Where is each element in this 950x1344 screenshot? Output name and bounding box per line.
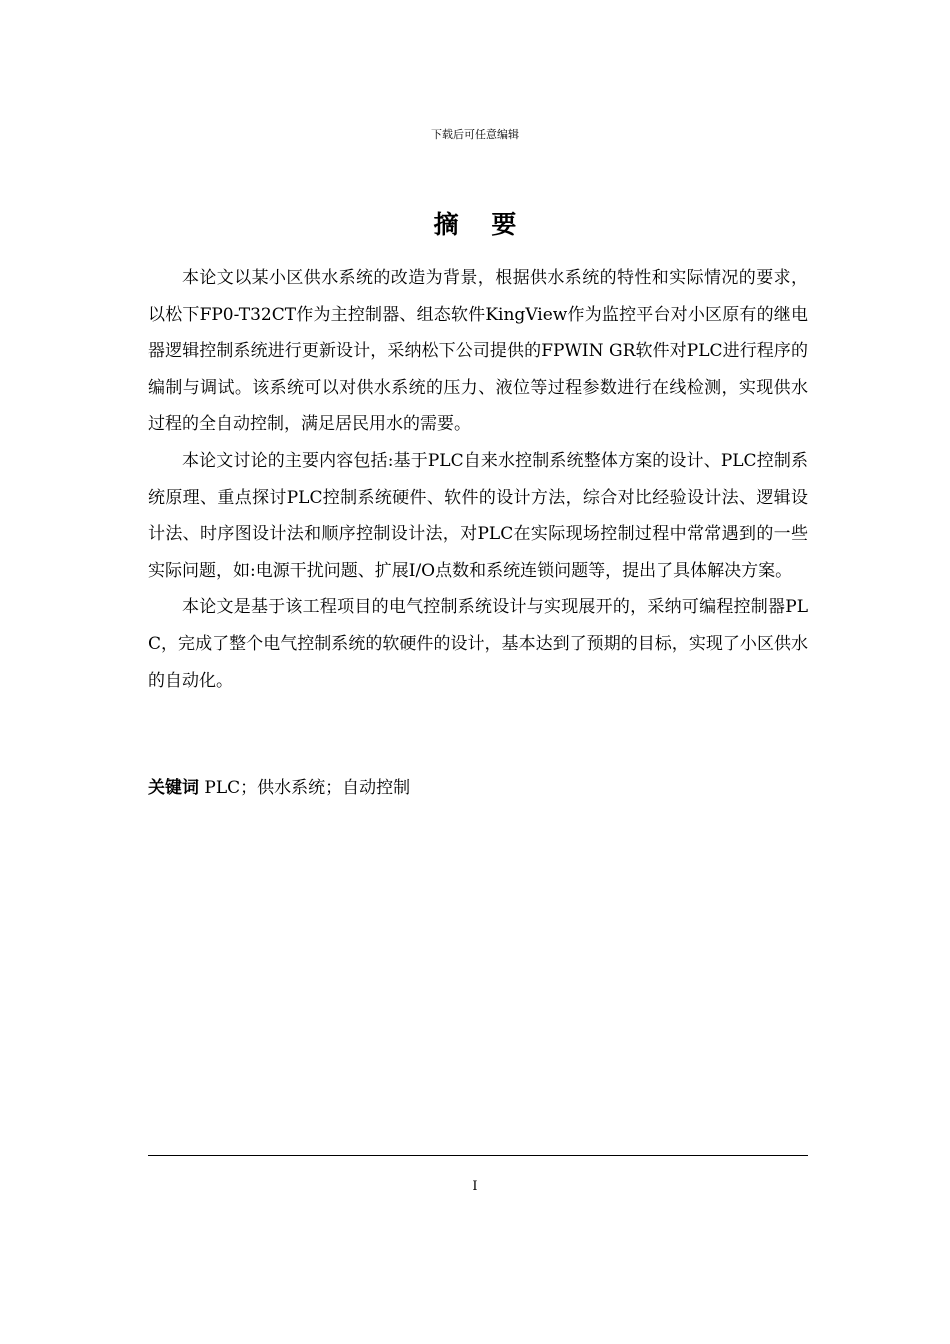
page-header-note: 下载后可任意编辑 [431,128,519,141]
keywords-label: 关键词 [148,778,199,798]
abstract-paragraph-3: 本论文是基于该工程项目的电气控制系统设计与实现展开的，采纳可编程控制器PLC，完成了整个电气控制系统的软硬件的设计，基本达到了预期的目标，实现了小区供水的自动化。 [148,597,808,691]
footer-divider [148,1155,808,1156]
abstract-paragraph-2: 本论文讨论的主要内容包括:基于PLC自来水控制系统整体方案的设计、PLC控制系统原理、重点探讨PLC控制系统硬件、软件的设计方法，综合对比经验设计法、逻辑设计法、时序图设计法和顺序控制设计法，对PLC在实际现场控制过程中常常遇到的一些实际问题，如:电源干扰问题、扩展I/O点数和系统连锁问题等，提出了具体解决方案。 [148,450,808,581]
keywords-line [148,772,808,804]
abstract-paragraph-1: 本论文以某小区供水系统的改造为背景，根据供水系统的特性和实际情况的要求，以松下FP0-T32CT作为主控制器、组态软件KingView作为监控平台对小区原有的继电器逻辑控制系统进行更新设计，采纳松下公司提供的FPWIN GR软件对PLC进行程序的编制与调试。该系统可以对供水系统的压力、液位等过程参数进行在线检测，实现供水过程的全自动控制，满足居民用水的需要。 [148,268,808,435]
abstract-body [148,260,808,699]
keywords-value: PLC；供水系统；自动控制 [204,778,411,798]
page-number: I [472,1179,478,1194]
abstract-title: 摘 要 [433,210,529,239]
